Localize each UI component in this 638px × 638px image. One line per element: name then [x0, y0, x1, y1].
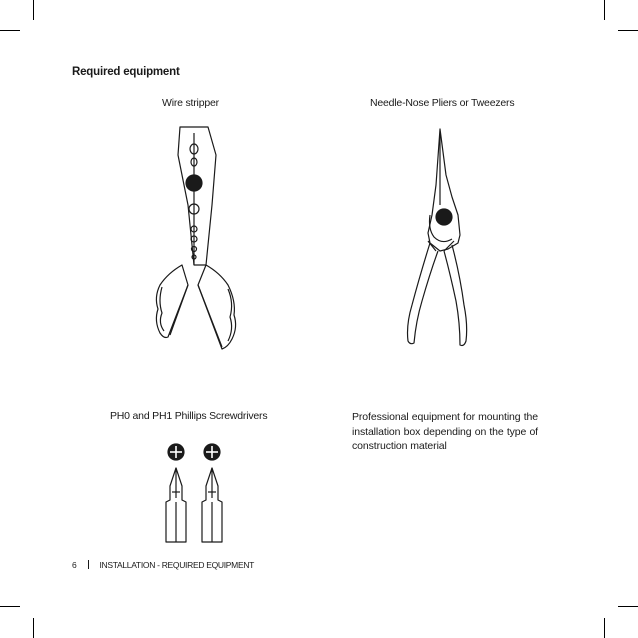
- crop-mark: [33, 0, 34, 20]
- screwdriver-bits-illustration: [160, 440, 240, 550]
- wire-stripper-label: Wire stripper: [162, 97, 219, 109]
- crop-mark: [604, 0, 605, 20]
- crop-mark: [618, 606, 638, 607]
- crop-mark: [604, 618, 605, 638]
- professional-equipment-text: Professional equipment for mounting the installation box depending on the type of construction material: [352, 411, 538, 452]
- crop-mark: [33, 618, 34, 638]
- screwdrivers-label: PH0 and PH1 Phillips Screwdrivers: [110, 410, 268, 422]
- needle-nose-label: Needle-Nose Pliers or Tweezers: [370, 97, 515, 109]
- section-heading: Required equipment: [72, 66, 180, 78]
- needle-nose-pliers-illustration: [400, 125, 480, 365]
- crop-mark: [0, 606, 20, 607]
- page-footer: [72, 560, 254, 570]
- wire-stripper-illustration: [150, 125, 250, 365]
- footer-section: INSTALLATION - REQUIRED EQUIPMENT: [99, 560, 255, 570]
- crop-mark: [0, 30, 20, 31]
- footer-separator: [88, 560, 89, 569]
- crop-mark: [618, 30, 638, 31]
- page-number: 6: [72, 560, 77, 570]
